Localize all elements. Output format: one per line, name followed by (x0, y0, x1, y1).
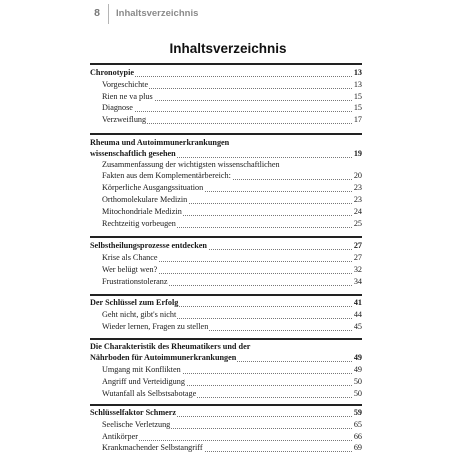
item-page: 25 (353, 219, 362, 228)
toc-item[interactable] (102, 364, 362, 376)
toc-item[interactable] (102, 182, 362, 194)
toc-item[interactable] (102, 419, 362, 431)
toc-item[interactable] (102, 276, 362, 288)
item-label: Krise als Chance (102, 253, 158, 262)
chapter-page: 49 (353, 353, 362, 362)
chapter-page: 13 (353, 68, 362, 77)
item-page: 69 (353, 443, 362, 452)
item-label: Rien ne va plus (102, 92, 153, 101)
leader-dots (102, 111, 362, 112)
chapter-page: 59 (353, 408, 362, 417)
toc-item[interactable] (102, 194, 362, 206)
section-rule (90, 133, 362, 135)
running-title: Inhaltsverzeichnis (116, 8, 199, 19)
toc-chapter[interactable] (90, 297, 362, 309)
chapter-page: 41 (353, 298, 362, 307)
item-page: 50 (353, 389, 362, 398)
item-label: Krankmachender Selbstangriff (102, 443, 203, 452)
item-label: Wer belügt wen? (102, 265, 158, 274)
item-page: 50 (353, 377, 362, 386)
toc-item[interactable] (102, 252, 362, 264)
item-label: Geht nicht, gibt's nicht (102, 310, 177, 319)
chapter-title: wissenschaftlich gesehen (90, 149, 176, 158)
item-label: Seelische Verletzung (102, 420, 171, 429)
toc-chapter[interactable] (90, 407, 362, 419)
item-page: 24 (353, 207, 362, 216)
toc-item[interactable] (102, 376, 362, 388)
item-label: Angriff und Verteidigung (102, 377, 185, 386)
toc-item[interactable] (102, 79, 362, 91)
item-page: 27 (353, 253, 362, 262)
item-label: Orthomolekulare Medizin (102, 195, 188, 204)
chapter-page: 19 (353, 149, 362, 158)
item-page: 32 (353, 265, 362, 274)
item-label: Fakten aus dem Komplementärbereich: (102, 171, 231, 180)
item-label: Wieder lernen, Fragen zu stellen (102, 322, 209, 331)
item-page: 66 (353, 432, 362, 441)
chapter-page: 27 (353, 241, 362, 250)
item-page: 23 (353, 183, 362, 192)
toc-chapter[interactable] (90, 240, 362, 252)
toc-title: Inhaltsverzeichnis (169, 41, 287, 56)
chapter-title: Nährboden für Autoimmunerkrankungen (90, 353, 237, 362)
item-page: 20 (353, 171, 362, 180)
toc-item[interactable] (102, 102, 362, 114)
item-label: Wutanfall als Selbstsabotage (102, 389, 197, 398)
item-label: Diagnose (102, 103, 133, 112)
table-of-contents (90, 0, 362, 456)
section-rule (90, 236, 362, 238)
section-rule (90, 294, 362, 296)
item-page: 49 (353, 365, 362, 374)
item-label: Mitochondriale Medizin (102, 207, 182, 216)
toc-item[interactable] (102, 218, 362, 230)
item-label: Körperliche Ausgangssituation (102, 183, 204, 192)
toc-item[interactable] (102, 114, 362, 126)
item-label: Frustrationstoleranz (102, 277, 168, 286)
toc-item[interactable] (102, 170, 362, 182)
item-label: Vorgeschichte (102, 80, 149, 89)
section-rule (90, 63, 362, 65)
chapter-title: Selbstheilungsprozesse entdecken (90, 241, 207, 250)
toc-chapter[interactable] (90, 67, 362, 79)
toc-item[interactable] (102, 206, 362, 218)
chapter-title: Chronotypie (90, 68, 134, 77)
toc-item[interactable] (102, 388, 362, 400)
item-label: Umgang mit Konflikten (102, 365, 181, 374)
item-page: 65 (353, 420, 362, 429)
chapter-title: Schlüsselfaktor Schmerz (90, 408, 177, 417)
page-number: 8 (94, 7, 100, 19)
leader-dots (102, 440, 362, 441)
toc-item[interactable] (102, 264, 362, 276)
item-label: Antikörper (102, 432, 138, 441)
item-page: 23 (353, 195, 362, 204)
item-label: Verzweiflung (102, 115, 147, 124)
toc-item[interactable] (102, 321, 362, 333)
item-label: Zusammenfassung der wichtigsten wissenschaftlichen (102, 160, 280, 169)
item-page: 15 (353, 92, 362, 101)
section-rule (90, 338, 362, 340)
chapter-title: Der Schlüssel zum Erfolg (90, 298, 179, 307)
toc-chapter[interactable] (90, 352, 362, 364)
item-page: 13 (353, 80, 362, 89)
section-rule (90, 404, 362, 406)
item-page: 17 (353, 115, 362, 124)
item-page: 45 (353, 322, 362, 331)
item-page: 34 (353, 277, 362, 286)
item-page: 15 (353, 103, 362, 112)
toc-item[interactable] (102, 442, 362, 454)
chapter-title-line: Rheuma und Autoimmunerkrankungen (90, 138, 230, 147)
item-label: Rechtzeitig vorbeugen (102, 219, 176, 228)
item-page: 44 (353, 310, 362, 319)
chapter-title-line: Die Charakteristik des Rheumatikers und der (90, 342, 251, 351)
toc-item[interactable] (102, 309, 362, 321)
